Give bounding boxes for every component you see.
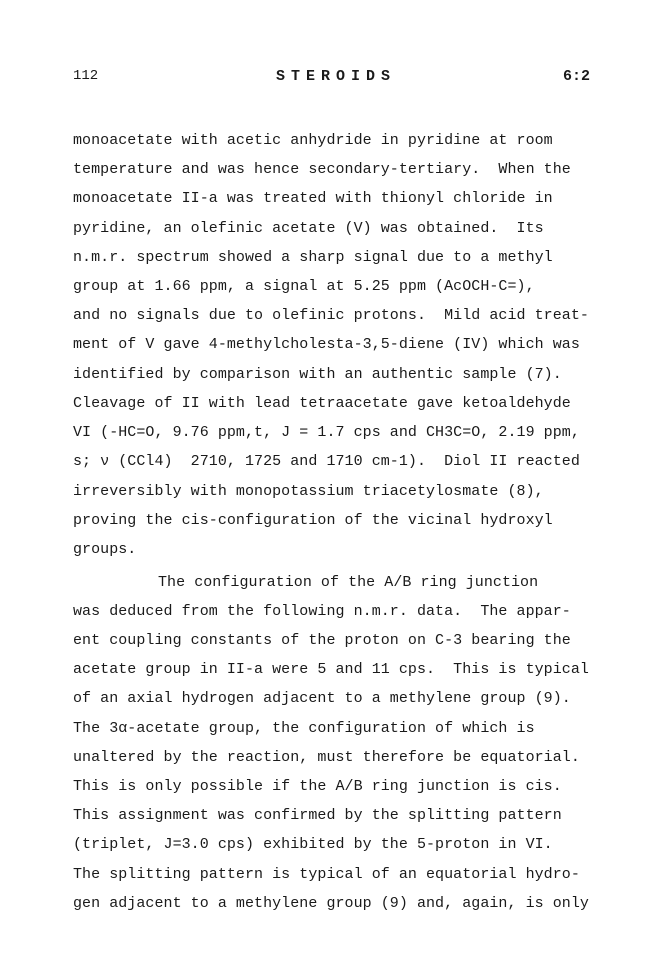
text-line: ment of V gave 4-methylcholesta-3,5-diene (IV) which was: [73, 336, 580, 353]
section-number: 6:2: [562, 68, 590, 85]
text-line: acetate group in II-a were 5 and 11 cps. This is typical: [73, 661, 589, 678]
text-line: ent coupling constants of the proton on C-3 bearing the: [73, 632, 571, 649]
text-line: VI (-HC=O, 9.76 ppm,t, J = 1.7 cps and CH3C=O, 2.19 ppm,: [73, 424, 580, 441]
text-line: proving the cis-configuration of the vicinal hydroxyl: [73, 512, 553, 529]
text-line: groups.: [73, 541, 137, 558]
text-line: unaltered by the reaction, must therefore be equatorial.: [73, 749, 580, 766]
text-line: of an axial hydrogen adjacent to a methylene group (9).: [73, 690, 571, 707]
text-line: (triplet, J=3.0 cps) exhibited by the 5-proton in VI.: [73, 836, 553, 853]
text-line: The 3α-acetate group, the configuration of which is: [73, 720, 535, 737]
text-line: and no signals due to olefinic protons. Mild acid treat-: [73, 307, 589, 324]
text-line: The splitting pattern is typical of an equatorial hydro-: [73, 866, 580, 883]
page-number: 112: [73, 68, 99, 84]
running-title: STEROIDS: [275, 68, 396, 85]
page-header: [0, 68, 672, 92]
text-line: Cleavage of II with lead tetraacetate gave ketoaldehyde: [73, 395, 571, 412]
text-line: monoacetate with acetic anhydride in pyridine at room: [73, 132, 553, 149]
text-line: pyridine, an olefinic acetate (V) was obtained. Its: [73, 220, 544, 237]
text-line: group at 1.66 ppm, a signal at 5.25 ppm (AcOCH-C=),: [73, 278, 535, 295]
text-line: identified by comparison with an authentic sample (7).: [73, 366, 562, 383]
text-line: irreversibly with monopotassium triacetylosmate (8),: [73, 483, 544, 500]
text-line: s; ν (CCl4) 2710, 1725 and 1710 cm-1). Diol II reacted: [73, 453, 580, 470]
paragraph-start-line: The configuration of the A/B ring junction: [158, 574, 539, 591]
text-line: gen adjacent to a methylene group (9) and, again, is only: [73, 895, 589, 912]
text-line: This is only possible if the A/B ring junction is cis.: [73, 778, 562, 795]
text-line: monoacetate II-a was treated with thionyl chloride in: [73, 190, 553, 207]
text-line: temperature and was hence secondary-tertiary. When the: [73, 161, 571, 178]
text-line: This assignment was confirmed by the splitting pattern: [73, 807, 562, 824]
text-line: n.m.r. spectrum showed a sharp signal due to a methyl: [73, 249, 553, 266]
text-line: was deduced from the following n.m.r. data. The appar-: [73, 603, 571, 620]
